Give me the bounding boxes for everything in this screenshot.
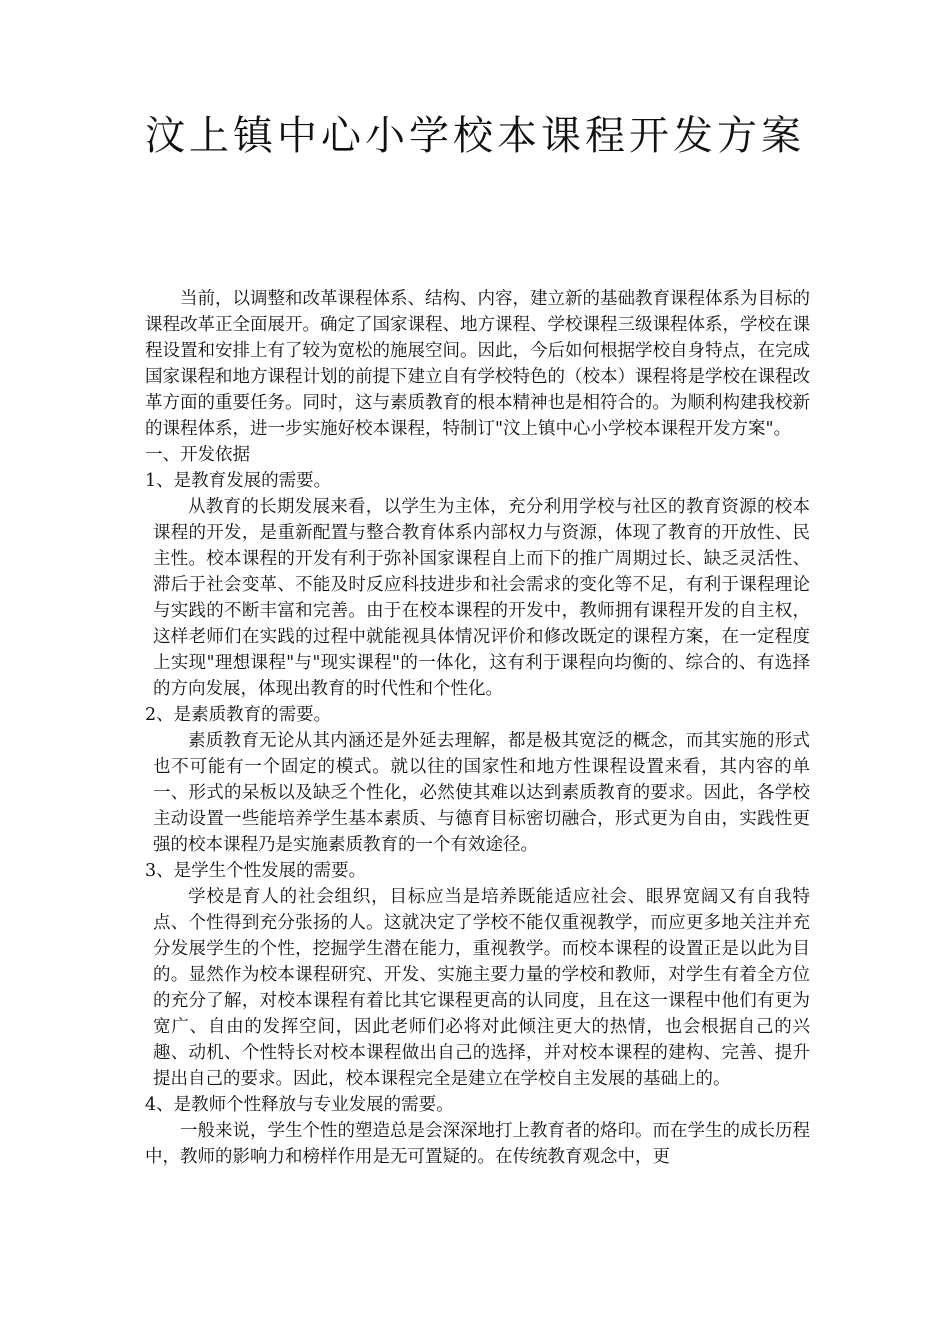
item-heading-3: 3、是学生个性发展的需要。 <box>145 861 367 881</box>
item-paragraph-2: 素质教育无论从其内涵还是外延去理解，都是极其宽泛的概念，而其实施的形式也不可能有一个固定的模式。就以往的国家性和地方性课程设置来看，其内容的单一、形式的呆板以及缺乏个性化，必然使其难以达到素质教育的要求。因此，各学校主动设置一些能培养学生基本素质、与德育目标密切融合，形式更为自由，实践性更强的校本课程乃是实施素质教育的一个有效途径。 <box>153 731 810 855</box>
item-paragraph-1: 从教育的长期发展来看，以学生为主体，充分利用学校与社区的教育资源的校本课程的开发，是重新配置与整合教育体系内部权力与资源，体现了教育的开放性、民主性。校本课程的开发有利于弥补国家课程自上而下的推广周期过长、缺乏灵活性、滞后于社会变革、不能及时反应科技进步和社会需求的变化等不足，有利于课程理论与实践的不断丰富和完善。由于在校本课程的开发中，教师拥有课程开发的自主权，这样老师们在实践的过程中就能视具体情况评价和修改既定的课程方案，在一定程度上实现"理想课程"与"现实课程"的一体化，这有利于课程向均衡的、综合的、有选择的方向发展，体现出教育的时代性和个性化。 <box>153 497 810 699</box>
document-body <box>145 286 810 1170</box>
item-paragraph-4: 一般来说，学生个性的塑造总是会深深地打上教育者的烙印。而在学生的成长历程中，教师的影响力和榜样作用是无可置疑的。在传统教育观念中，更 <box>145 1121 810 1167</box>
item-heading-4: 4、是教师个性释放与专业发展的需要。 <box>145 1095 454 1115</box>
intro-paragraph: 当前，以调整和改革课程体系、结构、内容，建立新的基础教育课程体系为目标的课程改革正全面展开。确定了国家课程、地方课程、学校课程三级课程体系，学校在课程设置和安排上有了较为宽松的施展空间。因此，今后如何根据学校自身特点，在完成国家课程和地方课程计划的前提下建立自有学校特色的（校本）课程将是学校在课程改革方面的重要任务。同时，这与素质教育的根本精神也是相符合的。为顺利构建我校新的课程体系，进一步实施好校本课程，特制订"汶上镇中心小学校本课程开发方案"。 <box>145 289 810 439</box>
item-heading-1: 1、是教育发展的需要。 <box>145 471 332 491</box>
document-title: 汶上镇中心小学校本课程开发方案 <box>145 113 805 159</box>
section-heading-basis: 一、开发依据 <box>145 445 250 465</box>
item-heading-2: 2、是素质教育的需要。 <box>145 705 332 725</box>
item-paragraph-3: 学校是育人的社会组织，目标应当是培养既能适应社会、眼界宽阔又有自我特点、个性得到充分张扬的人。这就决定了学校不能仅重视教学，而应更多地关注并充分发展学生的个性，挖掘学生潜在能力，重视教学。而校本课程的设置正是以此为目的。显然作为校本课程研究、开发、实施主要力量的学校和教师，对学生有着全方位的充分了解，对校本课程有着比其它课程更高的认同度，且在这一课程中他们有更为宽广、自由的发挥空间，因此老师们必将对此倾注更大的热情，也会根据自己的兴趣、动机、个性特长对校本课程做出自己的选择，并对校本课程的建构、完善、提升提出自己的要求。因此，校本课程完全是建立在学校自主发展的基础上的。 <box>153 887 810 1089</box>
